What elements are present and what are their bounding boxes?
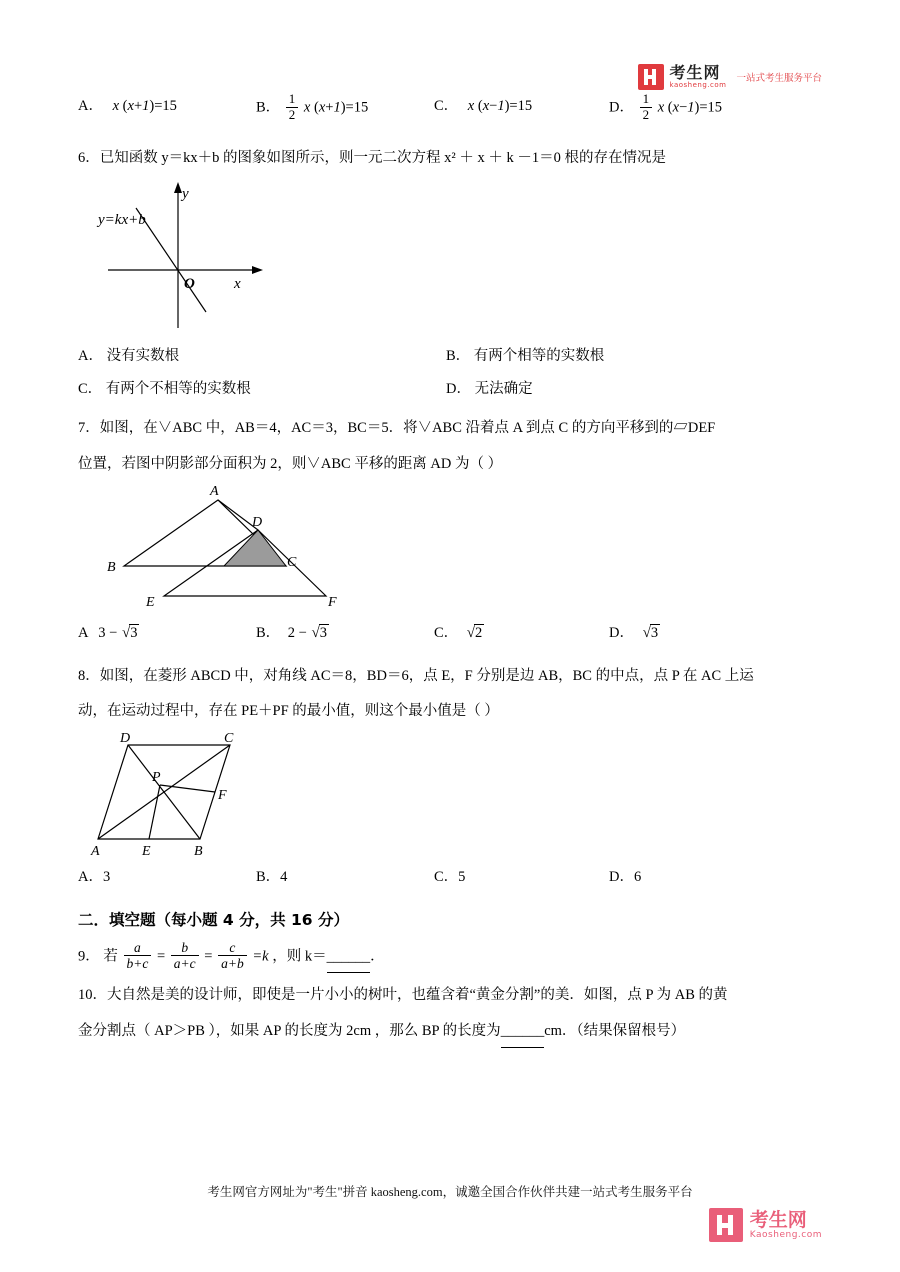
footer-logo-sub: Kaosheng.com (749, 1229, 822, 1240)
footer-logo-icon (709, 1208, 743, 1242)
q8-line1: 如图，在菱形 ABCD 中，对角线 AC＝8，BD＝6，点 E，F 分别是边 AB，BC 的中点，点 P 在 AC 上运 (99, 667, 754, 684)
sqrt-icon: √3 (121, 624, 138, 641)
q7-line2: 位置，若图中阴影部分面积为 2，则∨ABC 平移的距离 AD 为（ ） (78, 455, 503, 472)
q7-stem-line2 (78, 450, 822, 480)
footer-logo-text-group (749, 1208, 822, 1240)
q8-option-c-text: 5 (458, 869, 466, 885)
sqrt-icon: √3 (311, 624, 327, 641)
q7-option-a: A 3 − √3 (78, 618, 256, 648)
page-content (78, 0, 822, 1048)
q7-option-b-label: B． (256, 624, 281, 641)
logo-sub-text: kaosheng.com (669, 80, 727, 89)
q8-line2: 动，在运动过程中，存在 PE＋PF 的最小值，则这个最小值是（ ） (78, 703, 499, 720)
q6-option-b (446, 342, 604, 371)
q8-option-d (609, 863, 641, 892)
q8-option-a-text: 3 (102, 869, 111, 885)
q6-stem (78, 144, 822, 174)
svg-text:x: x (234, 276, 241, 293)
svg-text:F: F (328, 594, 337, 610)
q8-options-row (78, 863, 822, 892)
q8-option-a-label: A． (78, 869, 103, 885)
q8-stem-line1 (78, 662, 822, 692)
q5-option-b-label: B． (256, 99, 281, 116)
q7-line1: 如图，在∨ABC 中，AB＝4，AC＝3，BC＝5．将∨ABC 沿着点 A 到点 C 的方向平移到的▱DEF (99, 420, 716, 437)
q6-option-c-text: 有两个不相等的实数根 (105, 381, 251, 398)
q7-option-a-label: A (78, 624, 88, 641)
q8-option-a (78, 863, 256, 892)
q8-option-b-label: B． (256, 869, 281, 885)
q7-option-b: B． 2 − √3 (256, 618, 434, 648)
q10-answer-blank[interactable]: ______ (501, 1017, 545, 1048)
q7-option-d-label: D． (609, 624, 634, 641)
q9-answer-blank[interactable]: ______ (327, 943, 371, 974)
q9-prefix: 若 (103, 948, 118, 965)
section-2-heading: 二．填空题（每小题 4 分，共 16 分） (78, 911, 349, 929)
svg-text:A: A (91, 844, 100, 859)
footer-logo (709, 1208, 822, 1242)
q10-line2-part2: cm．（结果保留根号） (544, 1023, 686, 1040)
q8-option-b-text: 4 (280, 869, 288, 885)
q7-option-d (609, 618, 660, 648)
svg-text:B: B (194, 844, 203, 859)
svg-text:D: D (120, 733, 131, 746)
q9-equals-k: =k (252, 948, 269, 965)
q7-number: 7． (78, 420, 100, 437)
q8-option-d-text: 6 (633, 869, 642, 885)
footer-note: 考生网官方网址为"考生"拼音 kaosheng.com，诚邀全国合作伙伴共建一站式考生服务平台 (207, 1185, 693, 1199)
q8-option-b (256, 863, 434, 892)
q7-option-c (434, 618, 609, 648)
site-logo (638, 64, 822, 90)
q9-suffix: ，则 k＝ (272, 948, 327, 965)
q8-stem-line2 (78, 697, 822, 727)
svg-text:C: C (224, 733, 234, 746)
q6-option-a-text: 没有实数根 (106, 348, 180, 365)
svg-text:D: D (252, 514, 263, 530)
q6-option-b-text: 有两个相等的实数根 (473, 348, 605, 365)
q6-options-row-2 (78, 375, 822, 404)
q6-option-a-label: A． (78, 348, 103, 365)
q9-period: ． (370, 948, 385, 965)
q9-fraction-1: $\frac{a}{b+c}$ (124, 940, 152, 971)
svg-text:y=kx+b: y=kx+b (98, 212, 146, 229)
q9-fraction-3: $\frac{c}{a+b}$ (218, 940, 247, 971)
sqrt-icon: √2 (466, 624, 483, 641)
q5-option-d-fraction: $\frac{1}{2}$ (640, 92, 653, 122)
svg-text:F: F (218, 788, 227, 803)
svg-text:O: O (184, 276, 195, 293)
q8-number: 8． (78, 667, 100, 684)
q6-option-c-label: C． (78, 381, 103, 398)
q6-option-c (78, 375, 358, 404)
q10-stem-line1 (78, 981, 822, 1011)
q5-option-a-label: A． (78, 98, 103, 114)
svg-text:E: E (146, 594, 155, 610)
q6-option-d-text: 无法确定 (474, 381, 533, 398)
q6-option-b-label: B． (446, 348, 471, 365)
q6-number: 6． (78, 150, 100, 167)
logo-main-text: 考生网 (669, 62, 721, 82)
q9-stem: 9． 若 $\frac{a}{b+c}$ = $\frac{b}{a+c}$ = $\frac{c}{a+b}$ =k ，则 k＝______． (78, 940, 822, 973)
svg-text:B: B (107, 559, 116, 575)
q5-option-b: B． $\frac{1}{2}$ x (x+1)=15 (256, 91, 369, 122)
svg-text:E: E (142, 844, 151, 859)
q8-option-d-label: D． (609, 869, 634, 885)
q10-number: 10． (78, 987, 107, 1004)
q5-option-d: D． $\frac{1}{2}$ x (x−1)=15 (609, 91, 723, 122)
q5-option-b-fraction: $\frac{1}{2}$ (286, 92, 299, 122)
q8-figure (78, 733, 822, 861)
q7-figure (78, 486, 822, 614)
q7-option-c-label: C． (434, 624, 459, 641)
svg-text:y: y (182, 186, 189, 203)
q9-fraction-2: $\frac{b}{a+c}$ (171, 940, 199, 971)
q8-option-c (434, 863, 609, 892)
q6-option-d (446, 375, 533, 404)
q6-option-a (78, 342, 358, 371)
footer-logo-main: 考生网 (749, 1208, 807, 1231)
q6-figure (78, 180, 822, 342)
q8-option-c-label: C． (434, 869, 459, 885)
q10-line2-part1: 金分割点（ AP＞PB ），如果 AP 的长度为 2cm ，那么 BP 的长度为 (78, 1023, 501, 1040)
q9-number: 9． (78, 948, 100, 965)
q6-option-d-label: D． (446, 381, 471, 398)
logo-icon (638, 64, 664, 90)
q5-options-row (78, 92, 822, 122)
q6-stem-text: 已知函数 y＝kx＋b 的图象如图所示，则一元二次方程 x² ＋ x ＋ k －1＝0 根的存在情况是 (99, 150, 666, 167)
logo-text-group (669, 62, 727, 89)
q6-options-row-1 (78, 342, 822, 371)
q10-stem-line2 (78, 1017, 822, 1048)
q5-option-d-label: D． (609, 99, 634, 116)
q10-line1: 大自然是美的设计师，即使是一片小小的树叶，也蕴含着“黄金分割”的美．如图，点 P 为 AB 的黄 (107, 987, 728, 1004)
svg-text:A: A (210, 485, 219, 499)
logo-slogan: 一站式考生服务平台 (736, 73, 822, 84)
q5-option-c: C． x (x−1)=15 (434, 98, 533, 114)
svg-text:C: C (287, 554, 297, 570)
svg-text:P: P (152, 770, 161, 785)
q7-stem-line1 (78, 414, 822, 444)
sqrt-icon: √3 (642, 624, 659, 641)
q5-option-c-label: C． (434, 98, 459, 114)
q5-option-a: A． x (x+1)=15 (78, 98, 177, 114)
q7-options-row (78, 618, 822, 648)
